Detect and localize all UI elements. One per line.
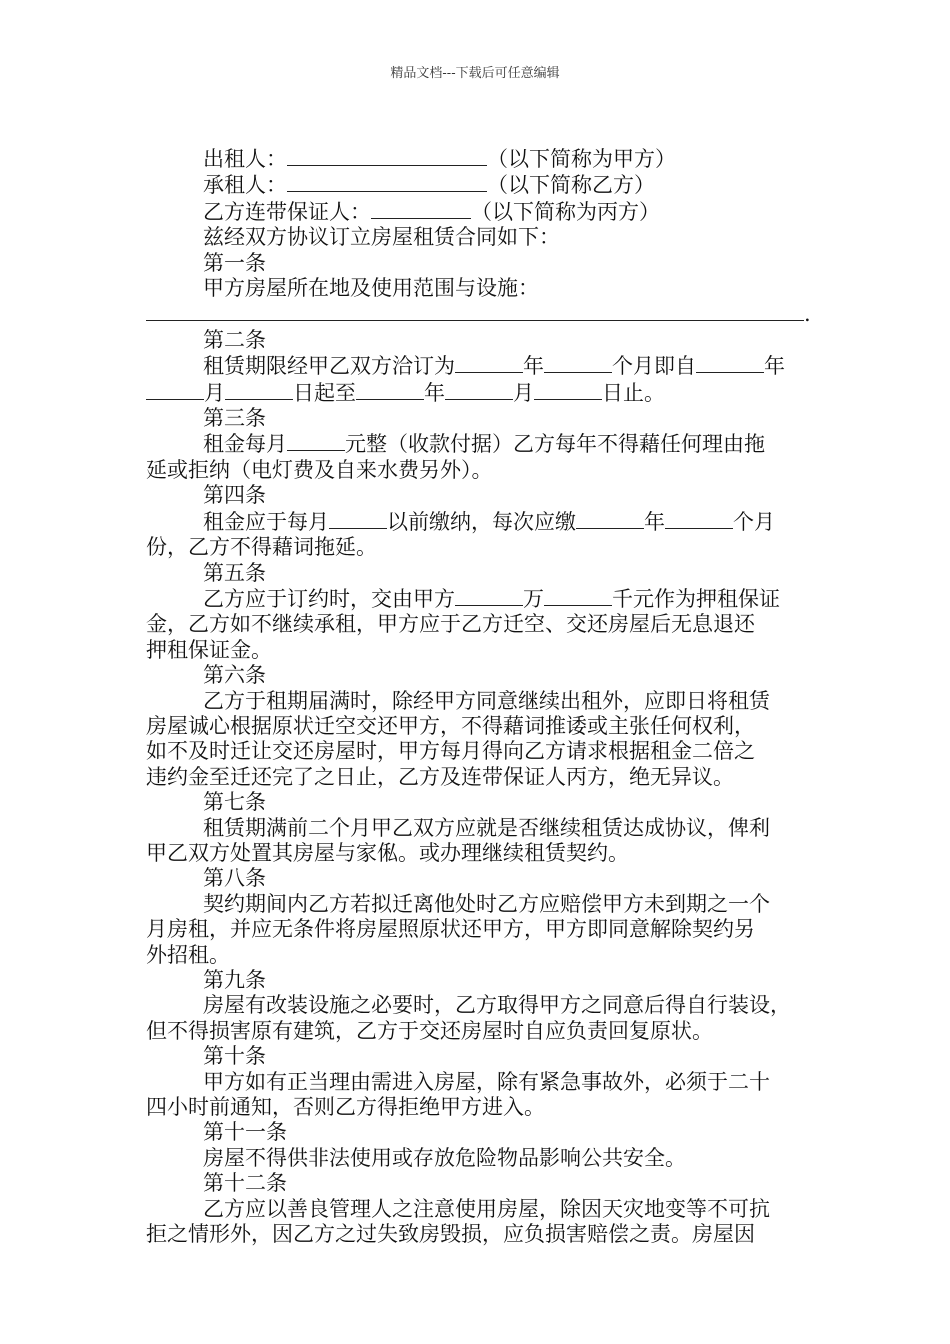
article-12-line-1: 乙方应以善良管理人之注意使用房屋，除因天灾地变等不可抗: [203, 1196, 770, 1221]
guarantor-line: 乙方连带保证人： （以下简称为丙方）: [203, 199, 660, 224]
article-5-line-1: 乙方应于订约时，交由甲方 万 千元作为押租保证: [203, 586, 780, 611]
article-6-line-1: 乙方于租期届满时，除经甲方同意继续出租外，应即日将租赁: [203, 688, 770, 713]
article-8-title: 第八条: [203, 866, 266, 891]
lessee-blank: [287, 172, 487, 192]
article-7-title: 第七条: [203, 790, 266, 815]
article-3-line-1: 租金每月 元整（收款付据）乙方每年不得藉任何理由拖: [203, 432, 765, 457]
article-3-title: 第三条: [203, 406, 266, 431]
article-4-line-2: 份，乙方不得藉词拖延。: [146, 535, 377, 560]
article-9-line-2: 但不得损害原有建筑，乙方于交还房屋时自应负责回复原状。: [146, 1018, 713, 1043]
article-4-title: 第四条: [203, 483, 266, 508]
page-header: 精品文档---下载后可任意编辑: [390, 66, 560, 81]
article-9-title: 第九条: [203, 968, 266, 992]
article-5-title: 第五条: [203, 560, 266, 585]
article-2-line-1: 租赁期限经甲乙双方洽订为 年 个月即自 年: [203, 354, 785, 379]
article-9-line-1: 房屋有改装设施之必要时，乙方取得甲方之同意后得自行装设，: [203, 993, 791, 1018]
lessor-blank: [287, 146, 487, 166]
contract-intro: 兹经双方协议订立房屋租赁合同如下：: [203, 225, 560, 250]
article-10-line-2: 四小时前通知，否则乙方得拒绝甲方进入。: [146, 1095, 545, 1120]
contract-body: [146, 146, 814, 1247]
lessor-line: 出租人： （以下简称为甲方）: [203, 147, 676, 171]
article-11-title: 第十一条: [203, 1120, 287, 1145]
article-5-line-2: 金，乙方如不继续承租，甲方应于乙方迁空、交还房屋后无息退还: [146, 612, 755, 637]
article-2-title: 第二条: [203, 327, 266, 352]
article-5-line-3: 押租保证金。: [146, 637, 272, 662]
article-7-line-1: 租赁期满前二个月甲乙双方应就是否继续租赁达成协议，俾利: [203, 815, 770, 840]
premises-blank: [146, 301, 804, 321]
article-6-line-2: 房屋诚心根据原状迁空交还甲方，不得藉词推诿或主张任何权利，: [146, 713, 755, 738]
guarantor-blank: [371, 199, 471, 219]
article-11-line-1: 房屋不得供非法使用或存放危险物品影响公共安全。: [203, 1145, 686, 1170]
article-8-line-2: 月房租，并应无条件将房屋照原状还甲方，甲方即同意解除契约另: [146, 917, 755, 942]
article-6-line-4: 违约金至迁还完了之日止，乙方及连带保证人丙方，绝无异议。: [146, 764, 734, 789]
article-12-title: 第十二条: [203, 1171, 287, 1196]
article-1-text: 甲方房屋所在地及使用范围与设施：: [203, 276, 539, 301]
article-1-title: 第一条: [203, 250, 266, 275]
article-12-line-2: 拒之情形外，因乙方之过失致房毁损，应负损害赔偿之责。房屋因: [146, 1222, 755, 1247]
article-4-line-1: 租金应于每月 以前缴纳，每次应缴 年 个月: [203, 509, 775, 534]
article-8-line-3: 外招租。: [146, 942, 230, 967]
article-10-line-1: 甲方如有正当理由需进入房屋，除有紧急事故外，必须于二十: [203, 1069, 770, 1094]
article-2-line-2: 月 日起至 年 月 日止。: [146, 380, 814, 406]
article-6-line-3: 如不及时迁让交还房屋时，甲方每月得向乙方请求根据租金二倍之: [146, 739, 755, 764]
lessee-line: 承租人： （以下简称乙方）: [203, 173, 655, 198]
article-10-title: 第十条: [203, 1044, 266, 1069]
article-8-line-1: 契约期间内乙方若拟迁离他处时乙方应赔偿甲方未到期之一个: [203, 891, 770, 916]
article-1-blank-line: .: [146, 301, 814, 327]
article-7-line-2: 甲乙双方处置其房屋与家俬。或办理继续租赁契约。: [146, 840, 629, 865]
article-3-line-2: 延或拒纳（电灯费及自来水费另外）。: [146, 457, 493, 482]
article-6-title: 第六条: [203, 663, 266, 688]
